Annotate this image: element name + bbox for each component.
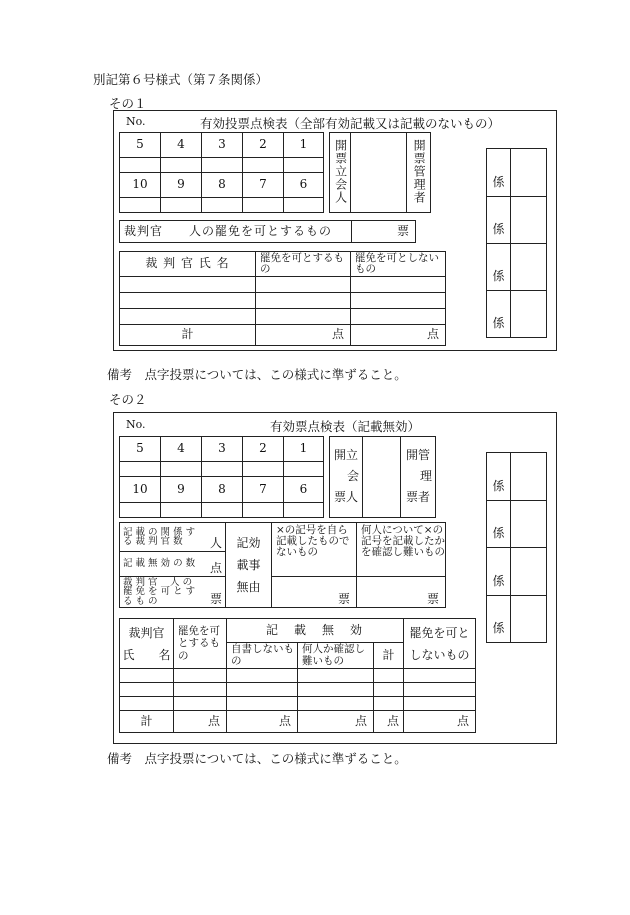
count-cell: 9 xyxy=(161,173,202,198)
part1-note: 備考 点字投票については、この様式に準ずること。 xyxy=(107,367,407,382)
reason-a-vote: 票 xyxy=(272,577,357,608)
tachiai-label-1: 開立 xyxy=(333,448,358,462)
col-fuka-label-2: しないもの xyxy=(409,647,470,662)
row-judges-label: 記 載 の 関 係 す る 裁 判 官 数 xyxy=(120,523,204,552)
kaihyo-tachiainin-label: 開票立会人 xyxy=(333,139,348,204)
invalid-header: 記 載 無 効 xyxy=(227,619,404,643)
count-cell: 5 xyxy=(120,133,161,158)
part1-judge-table xyxy=(119,251,446,346)
row-ka-unit: 票 xyxy=(204,577,226,608)
part1-signature-table xyxy=(329,132,431,213)
total-label: 計 xyxy=(120,711,174,733)
invalid-b-header: 何人か確認し難いもの xyxy=(298,643,374,669)
total-unit: 点 xyxy=(404,711,476,733)
count-cell: 4 xyxy=(161,437,202,462)
count-cell: 10 xyxy=(120,477,161,503)
kanri-label-3: 票者 xyxy=(405,490,430,504)
col-ka-header: 罷免を可とするもの xyxy=(174,619,227,669)
count-cell: 9 xyxy=(161,477,202,503)
count-cell: 8 xyxy=(202,477,243,503)
kakari-label: 係 xyxy=(487,244,511,291)
part1-count-grid xyxy=(119,132,324,213)
count-cell: 4 xyxy=(161,133,202,158)
part1-number-label: No. xyxy=(126,115,146,128)
count-cell: 2 xyxy=(243,437,284,462)
count-cell: 7 xyxy=(243,173,284,198)
part2-invalid-summary xyxy=(119,522,446,608)
summary-unit: 票 xyxy=(352,221,416,243)
document-header: 別記第６号様式（第７条関係） xyxy=(93,72,269,87)
col-ka-header: 罷免を可とするもの xyxy=(256,252,351,277)
count-cell: 3 xyxy=(202,437,243,462)
part2-count-grid xyxy=(119,436,324,518)
count-cell: 2 xyxy=(243,133,284,158)
part2-number-label: No. xyxy=(126,418,146,431)
kakari-label: 係 xyxy=(487,453,511,501)
kanri-label-1: 開管 xyxy=(405,448,430,462)
tachiai-label-2: 会 xyxy=(346,469,359,483)
count-cell: 1 xyxy=(284,437,324,462)
col-fuka-header: 罷免を可としないもの xyxy=(351,252,446,277)
reason-label-3: 無由 xyxy=(236,580,261,594)
part2-label: その２ xyxy=(109,392,147,407)
row-judges-unit: 人 xyxy=(204,523,226,552)
tachiai-label-3: 票人 xyxy=(333,490,358,504)
part1-kakari-table xyxy=(486,148,547,338)
row-invalid-label: 記 載 無 効 の 数 xyxy=(120,552,204,577)
kakari-label: 係 xyxy=(487,149,511,197)
part2-signature-table xyxy=(329,436,436,518)
invalid-a-header: 自書しないもの xyxy=(227,643,298,669)
kakari-label: 係 xyxy=(487,197,511,244)
part2-title: 有効票点検表（記載無効） xyxy=(270,419,421,434)
reason-b: 何人について×の記号を記載したかを確認し難いもの xyxy=(357,523,446,577)
judge-label-1: 裁判官 xyxy=(128,625,165,640)
judge-label-2: 氏 名 xyxy=(122,647,171,662)
signature-box xyxy=(363,437,401,518)
kaihyo-kanrisha-label: 開票管理者 xyxy=(412,139,427,204)
total-unit: 点 xyxy=(298,711,374,733)
count-cell: 5 xyxy=(120,437,161,462)
kakari-label: 係 xyxy=(487,548,511,596)
count-cell: 3 xyxy=(202,133,243,158)
kakari-label: 係 xyxy=(487,501,511,548)
count-cell: 8 xyxy=(202,173,243,198)
kanri-label-2: 理 xyxy=(419,469,432,483)
kakari-label: 係 xyxy=(487,596,511,643)
reason-label-1: 記効 xyxy=(236,536,261,550)
total-unit: 点 xyxy=(174,711,227,733)
total-unit: 点 xyxy=(374,711,404,733)
reason-a: ×の記号を自ら記載したものでないもの xyxy=(272,523,357,577)
count-cell: 10 xyxy=(120,173,161,198)
part1-label: その１ xyxy=(109,96,147,111)
reason-b-vote: 票 xyxy=(357,577,446,608)
part2-judge-table xyxy=(119,618,476,733)
count-cell: 7 xyxy=(243,477,284,503)
total-label: 計 xyxy=(120,325,256,346)
signature-box xyxy=(351,133,407,213)
count-cell: 6 xyxy=(284,477,324,503)
total-unit: 点 xyxy=(227,711,298,733)
part2-note: 備考 点字投票については、この様式に準ずること。 xyxy=(107,751,407,766)
judge-name-header: 裁 判 官 氏 名 xyxy=(120,252,256,277)
reason-label-2: 載事 xyxy=(236,558,261,572)
part2-kakari-table xyxy=(486,452,547,643)
part1-summary-row xyxy=(119,220,416,243)
kakari-label: 係 xyxy=(487,291,511,338)
total-ka-unit: 点 xyxy=(256,325,351,346)
count-cell: 1 xyxy=(284,133,324,158)
row-ka-label: 裁 判 官 人 の 罷 免 を 可 と す る も の xyxy=(120,577,204,608)
row-invalid-unit: 点 xyxy=(204,552,226,577)
total-fuka-unit: 点 xyxy=(351,325,446,346)
summary-label: 裁判官 人の罷免を可とするもの xyxy=(120,221,352,243)
part1-title: 有効投票点検表（全部有効記載又は記載のないもの） xyxy=(200,116,501,131)
invalid-total-header: 計 xyxy=(374,643,404,669)
count-cell: 6 xyxy=(284,173,324,198)
col-fuka-label-1: 罷免を可と xyxy=(409,625,470,640)
